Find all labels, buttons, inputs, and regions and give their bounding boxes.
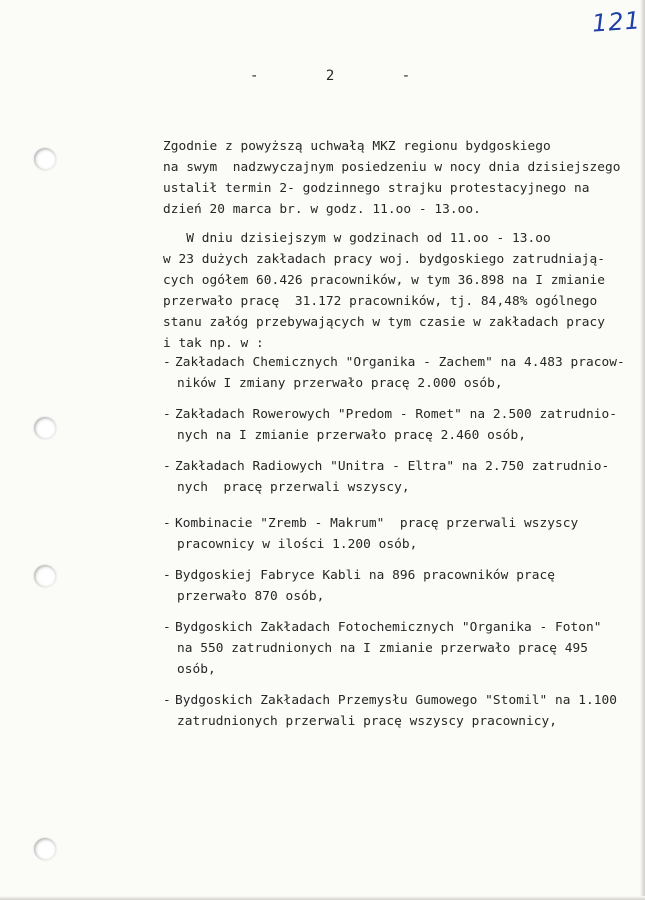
list-bullet: -	[163, 459, 171, 474]
punch-hole	[34, 148, 56, 170]
list-bullet: -	[163, 568, 171, 583]
text-line: Zgodnie z powyższą uchwałą MKZ regionu bydgoskiego	[163, 139, 551, 154]
list-bullet: -	[163, 355, 171, 370]
punch-hole	[34, 417, 56, 439]
list-bullet: -	[163, 620, 171, 635]
text-line: stanu załóg przebywających w tym czasie w zakładach pracy	[163, 315, 605, 330]
text-line: Zakładach Rowerowych "Predom - Romet" na 2.500 zatrudnio-	[175, 407, 617, 422]
list-item	[163, 404, 625, 446]
text-line: Zakładach Radiowych "Unitra - Eltra" na 2.750 zatrudnio-	[175, 459, 610, 474]
list-bullet: -	[163, 407, 171, 422]
page-edge-shadow-bottom	[0, 896, 645, 900]
list-bullet: -	[163, 693, 171, 708]
handwritten-folio-number: 121	[591, 6, 642, 38]
paragraph-resolution	[163, 136, 621, 220]
list-item	[163, 513, 625, 555]
list-bullet: -	[163, 516, 171, 531]
list-item	[163, 565, 625, 607]
text-line: dzień 20 marca br. w godz. 11.oo - 13.oo.	[163, 202, 481, 217]
text-line: zatrudnionych przerwali pracę wszyscy pracownicy,	[177, 714, 557, 729]
punch-hole	[34, 838, 56, 860]
text-line: ników I zmiany przerwało pracę 2.000 osób,	[177, 376, 503, 391]
text-line: pracownicy w ilości 1.200 osób,	[177, 537, 418, 552]
workplace-list	[163, 352, 625, 742]
page-number: - 2 -	[250, 68, 411, 84]
text-line: przerwało pracę 31.172 pracowników, tj. 84,48% ogólnego	[163, 294, 598, 309]
text-line: Bydgoskiej Fabryce Kabli na 896 pracowników pracę	[175, 568, 555, 583]
text-line: Bydgoskich Zakładach Przemysłu Gumowego "Stomil" na 1.100	[175, 693, 617, 708]
text-line: na swym nadzwyczajnym posiedzeniu w nocy dnia dzisiejszego	[163, 160, 621, 175]
text-line: i tak np. w :	[163, 336, 264, 351]
text-line: Zakładach Chemicznych "Organika - Zachem" na 4.483 pracow-	[175, 355, 625, 370]
text-line: przerwało 870 osób,	[177, 589, 325, 604]
page-edge-shadow	[640, 0, 645, 900]
text-line: ustalił termin 2- godzinnego strajku protestacyjnego na	[163, 181, 590, 196]
list-item	[163, 617, 625, 680]
text-line: cych ogółem 60.426 pracowników, w tym 36.898 na I zmianie	[163, 273, 605, 288]
text-line: nych pracę przerwali wszyscy,	[177, 480, 410, 495]
text-line: na 550 zatrudnionych na I zmianie przerwało pracę 495	[177, 641, 588, 656]
paragraph-strike-summary	[163, 228, 605, 354]
text-line: w 23 dużych zakładach pracy woj. bydgoskiego zatrudniają-	[163, 252, 605, 267]
list-item	[163, 456, 625, 498]
text-line: Kombinacie "Zremb - Makrum" pracę przerwali wszyscy	[175, 516, 579, 531]
punch-hole	[34, 565, 56, 587]
text-line: Bydgoskich Zakładach Fotochemicznych "Organika - Foton"	[175, 620, 602, 635]
list-item	[163, 690, 625, 732]
text-line: osób,	[177, 662, 216, 677]
list-item	[163, 352, 625, 394]
text-line: W dniu dzisiejszym w godzinach od 11.oo - 13.oo	[163, 231, 551, 246]
text-line: nych na I zmianie przerwało pracę 2.460 osób,	[177, 428, 526, 443]
